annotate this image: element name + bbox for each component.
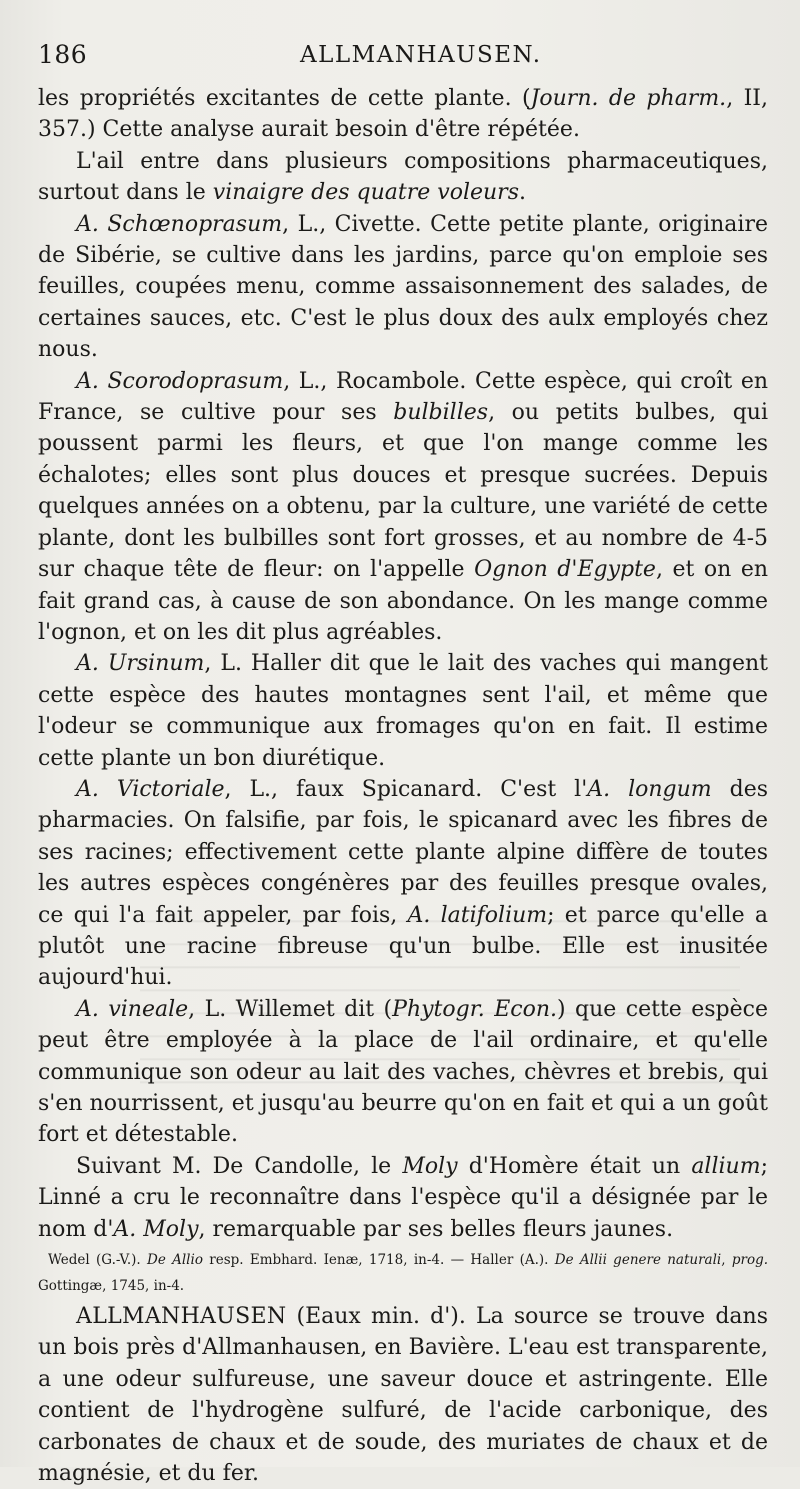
page-number: 186 [38,40,88,69]
species-name: A. vineale [76,996,189,1022]
body-text [38,83,768,1489]
entry-scorodoprasum: A. Scorodoprasum, L., Rocambole. Cette espèce, qui croît en France, se cultive pour ses bulbilles, ou petits bulbes, qui poussent parmi les fleurs, et que l'on mange comme les échalotes; elles sont plus douces et presque sucrées. Depuis quelques années on a obtenu, par la culture, une variété de cette plante, dont les bulbilles sont fort grosses, et au nombre de 4-5 sur chaque tête de fleur: on l'appelle Ognon d'Egypte, et on en fait grand cas, à cause de son abondance. On les mange comme l'ognon, et on les dit plus agréables. [38,368,769,645]
paragraph-journ-pharm: les propriétés excitantes de cette plante. (Journ. de pharm., II, 357.) Cette analyse aurait besoin d'être répétée. [38,86,768,143]
entry-headword: ALLMANHAUSEN [76,1304,287,1330]
entry-schoenoprasum: A. Schœnoprasum, L., Civette. Cette petite plante, originaire de Sibérie, se cultive dans les jardins, parce qu'on emploie ses feuilles, coupées menu, comme assaisonnement des salades, de certaines sauces, etc. C'est le plus doux des aulx employés chez nous. [38,211,768,363]
running-head [38,40,774,80]
entry-ursinum: A. Ursinum, L. Haller dit que le lait des vaches qui mangent cette espèce des hautes montagnes sent l'ail, et même que l'odeur se communique aux fromages qu'on en fait. Il estime cette plante un bon diurétique. [38,651,768,771]
species-name: A. Scorodoprasum [76,368,284,394]
species-name: A. Victoriale [76,776,225,802]
paragraph-moly: Suivant M. De Candolle, le Moly d'Homère était un allium; Linné a cru le reconnaître dans l'espèce qu'il a désignée par le nom d'A. Moly, remarquable par ses belles fleurs jaunes. [38,1153,768,1242]
running-title: ALLMANHAUSEN. [300,42,542,68]
entry-victoriale: A. Victoriale, L., faux Spicanard. C'est l'A. longum des pharmacies. On falsifie, par fois, le spicanard avec les fibres de ses racines; effectivement cette plante alpine diffère de toutes les autres espèces congénères par des feuilles presque ovales, ce qui l'a fait appeler, par fois, A. latifolium; et parce qu'elle a plutôt une racine fibreuse qu'un bulbe. Elle est inusitée aujourd'hui. [38,776,769,991]
paragraph-pharmaceutical-compositions: L'ail entre dans plusieurs compositions pharmaceutiques, surtout dans le vinaigre des quatre voleurs. [38,148,768,206]
entry-vineale: A. vineale, L. Willemet dit (Phytogr. Econ.) que cette espèce peut être employée à la place de l'ail ordinaire, et qu'elle communique son odeur au lait des vaches, chèvres et brebis, qui s'en nourrissent, et jusqu'au beurre qu'on en fait et qui a un goût fort et détestable. [38,996,768,1148]
bibliography-note: Wedel (G.-V.). De Allio resp. Embhard. Ienæ, 1718, in-4. — Haller (A.). De Allii genere naturali, prog. Gottingæ, 1745, in-4. [38,1252,768,1295]
species-name: A. Ursinum [76,651,205,677]
species-name: A. Schœnoprasum [76,211,283,237]
entry-allmanhausen: ALLMANHAUSEN (Eaux min. d'). La source se trouve dans un bois près d'Allmanhausen, en Bavière. L'eau est transparente, a une odeur sulfureuse, une saveur douce et astringente. Elle contient de l'hydrogène sulfuré, de l'acide carbonique, des carbonates de chaux et de soude, des muriates de chaux et de magnésie, et du fer. [38,1304,768,1487]
